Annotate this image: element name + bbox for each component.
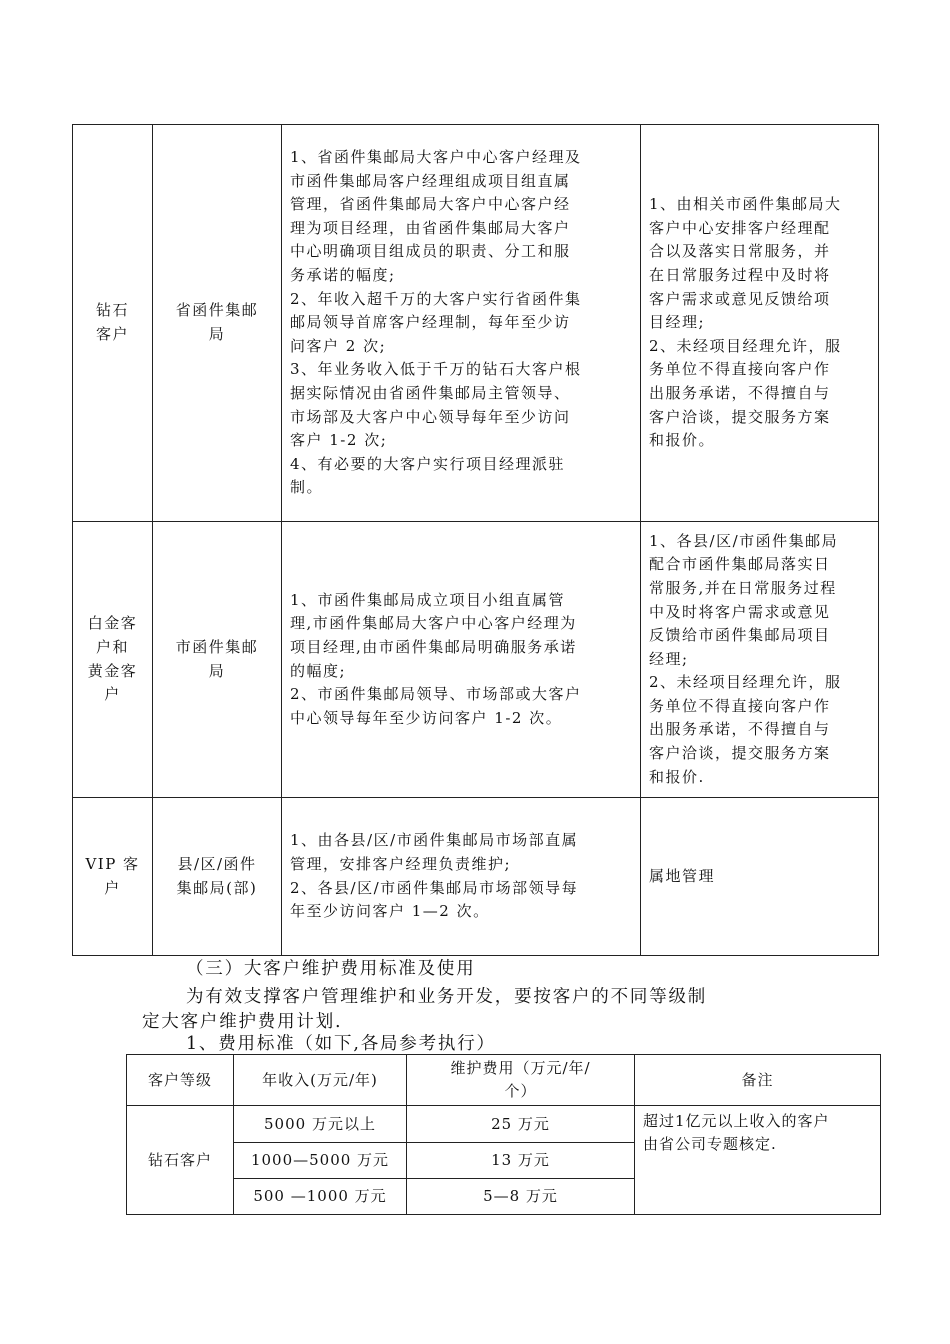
table-row-vip	[73, 798, 879, 956]
cell-cooperation: 1、各县/区/市函件集邮局 配合市函件集邮局落实日 常服务,并在日常服务过程 中及时将客户需求或意见 反馈给市函件集邮局项目 经理; 2、未经项目经理允许，服 务单位不得直接向客户作 出服务承诺，不得擅自与 客户洽谈，提交服务方案 和报价.	[641, 522, 879, 798]
fee-standard-table	[126, 1054, 881, 1215]
cell-fee: 13 万元	[407, 1143, 635, 1179]
table-header-row	[127, 1055, 881, 1106]
cell-level: 白金客 户和 黄金客 户	[73, 522, 153, 798]
header-note: 备注	[635, 1055, 881, 1106]
cell-cooperation: 1、由相关市函件集邮局大 客户中心安排客户经理配 合以及落实日常服务，并 在日常服务过程中及时将 客户需求或意见反馈给项 目经理; 2、未经项目经理允许，服 务单位不得直接向客户作 出服务承诺，不得擅自与 客户洽谈，提交服务方案 和报价。	[641, 125, 879, 522]
cell-note: 超过1亿元以上收入的客户 由省公司专题核定.	[635, 1106, 881, 1215]
cell-unit: 市函件集邮 局	[153, 522, 282, 798]
header-income: 年收入(万元/年)	[234, 1055, 407, 1106]
header-fee: 维护费用（万元/年/ 个）	[407, 1055, 635, 1106]
header-level: 客户等级	[127, 1055, 234, 1106]
table-row-platinum-gold	[73, 522, 879, 798]
cell-level: 钻石 客户	[73, 125, 153, 522]
cell-income: 1000—5000 万元	[234, 1143, 407, 1179]
service-mode-table	[72, 124, 879, 956]
cell-income: 500 —1000 万元	[234, 1179, 407, 1215]
cell-cooperation: 属地管理	[641, 798, 879, 956]
paragraph-line-2: 定大客户维护费用计划.	[142, 1012, 343, 1032]
cell-fee: 5—8 万元	[407, 1179, 635, 1215]
cell-mode: 1、省函件集邮局大客户中心客户经理及 市函件集邮局客户经理组成项目组直属 管理，省函件集邮局大客户中心客户经 理为项目经理，由省函件集邮局大客户 中心明确项目组成员的职责、分工和服 务承诺的幅度; 2、年收入超千万的大客户实行省函件集 邮局领导首席客户经理制，每年至少访 问客户 2 次; 3、年业务收入低于千万的钻石大客户根 据实际情况由省函件集邮局主管领导、 市场部及大客户中心领导每年至少访问 客户 1-2 次; 4、有必要的大客户实行项目经理派驻 制。	[282, 125, 641, 522]
cell-fee: 25 万元	[407, 1106, 635, 1143]
cell-unit: 县/区/函件 集邮局(部)	[153, 798, 282, 956]
table-row	[127, 1106, 881, 1143]
section-heading: （三）大客户维护费用标准及使用	[186, 959, 476, 979]
cell-mode: 1、市函件集邮局成立项目小组直属管 理,市函件集邮局大客户中心客户经理为 项目经理,由市函件集邮局明确服务承诺 的幅度; 2、市函件集邮局领导、市场部或大客户 中心领导每年至少访问客户 1-2 次。	[282, 522, 641, 798]
paragraph-line-1: 为有效支撑客户管理维护和业务开发，要按客户的不同等级制	[186, 987, 708, 1007]
cell-mode: 1、由各县/区/市函件集邮局市场部直属 管理，安排客户经理负责维护; 2、各县/区/市函件集邮局市场部领导每 年至少访问客户 1—2 次。	[282, 798, 641, 956]
cell-group-level: 钻石客户	[127, 1106, 234, 1215]
table-row-diamond	[73, 125, 879, 522]
sub-heading: 1、费用标准（如下,各局参考执行）	[186, 1034, 496, 1054]
cell-level: VIP 客 户	[73, 798, 153, 956]
cell-unit: 省函件集邮 局	[153, 125, 282, 522]
cell-income: 5000 万元以上	[234, 1106, 407, 1143]
